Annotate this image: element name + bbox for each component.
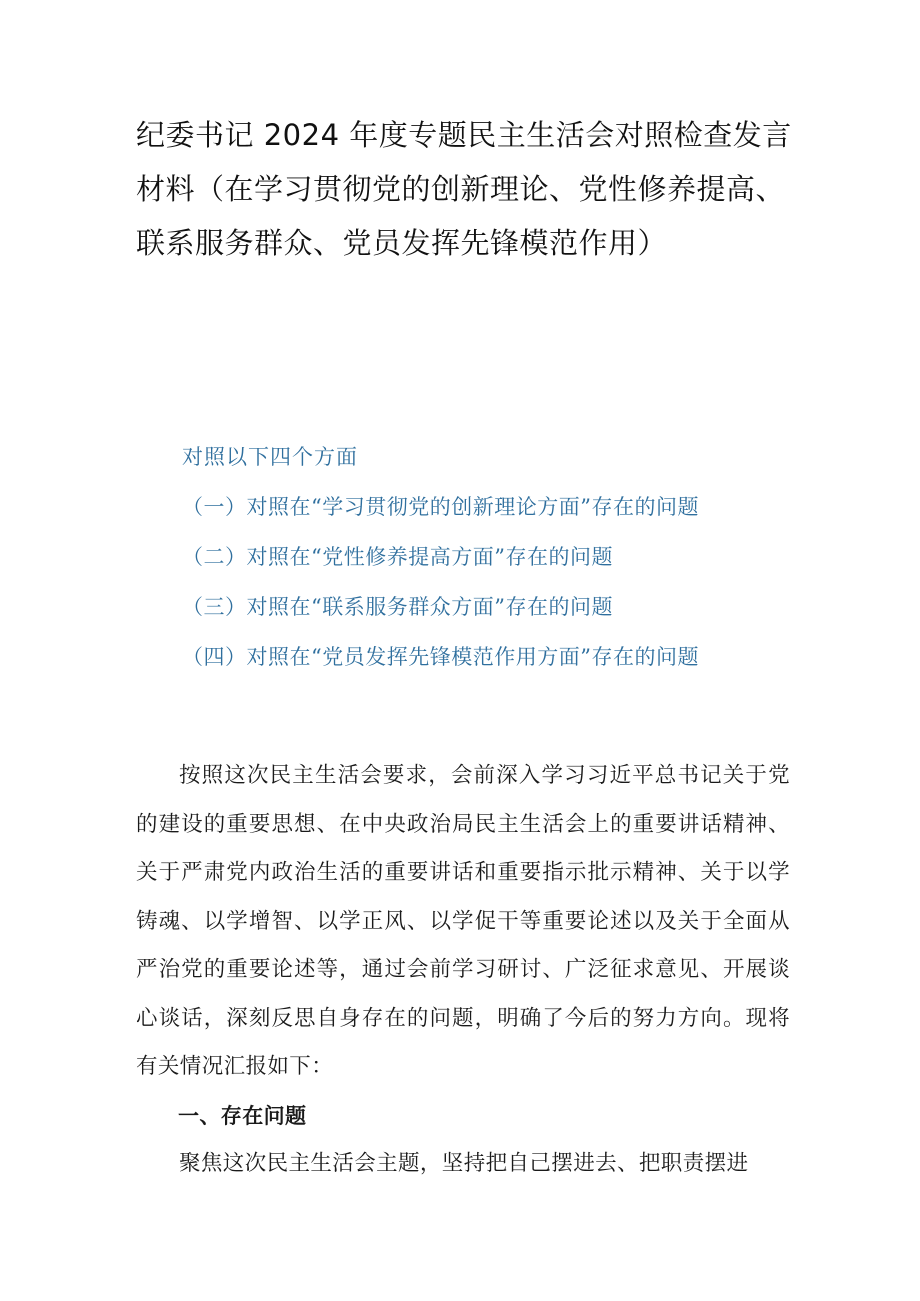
toc-item-1[interactable]: （一）对照在“学习贯彻党的创新理论方面”存在的问题 [182, 495, 699, 519]
toc-item-4[interactable]: （四）对照在“党员发挥先锋模范作用方面”存在的问题 [182, 645, 699, 669]
toc-item-3[interactable]: （三）对照在“联系服务群众方面”存在的问题 [182, 595, 613, 619]
document-title: 纪委书记 2024 年度专题民主生活会对照检查发言材料（在学习贯彻党的创新理论、党性修养提高、联系服务群众、党员发挥先锋模范作用） [136, 118, 792, 260]
toc-list [182, 490, 802, 674]
section-heading-problems: 一、存在问题 [178, 1103, 307, 1128]
table-of-contents [182, 440, 802, 690]
document-body [136, 752, 790, 1189]
intro-paragraph: 按照这次民主生活会要求，会前深入学习习近平总书记关于党的建设的重要思想、在中央政治局民主生活会上的重要讲话精神、关于严肃党内政治生活的重要讲话和重要指示批示精神、关于以学铸魂、以学增智、以学正风、以学促干等重要论述以及关于全面从严治党的重要论述等，通过会前学习研讨、广泛征求意见、开展谈心谈话，深刻反思自身存在的问题，明确了今后的努力方向。现将有关情况汇报如下： [136, 763, 790, 1079]
toc-item-2[interactable]: （二）对照在“党性修养提高方面”存在的问题 [182, 545, 613, 569]
toc-heading[interactable]: 对照以下四个方面 [182, 445, 358, 469]
section-1-paragraph: 聚焦这次民主生活会主题，坚持把自己摆进去、把职责摆进 [179, 1151, 749, 1176]
